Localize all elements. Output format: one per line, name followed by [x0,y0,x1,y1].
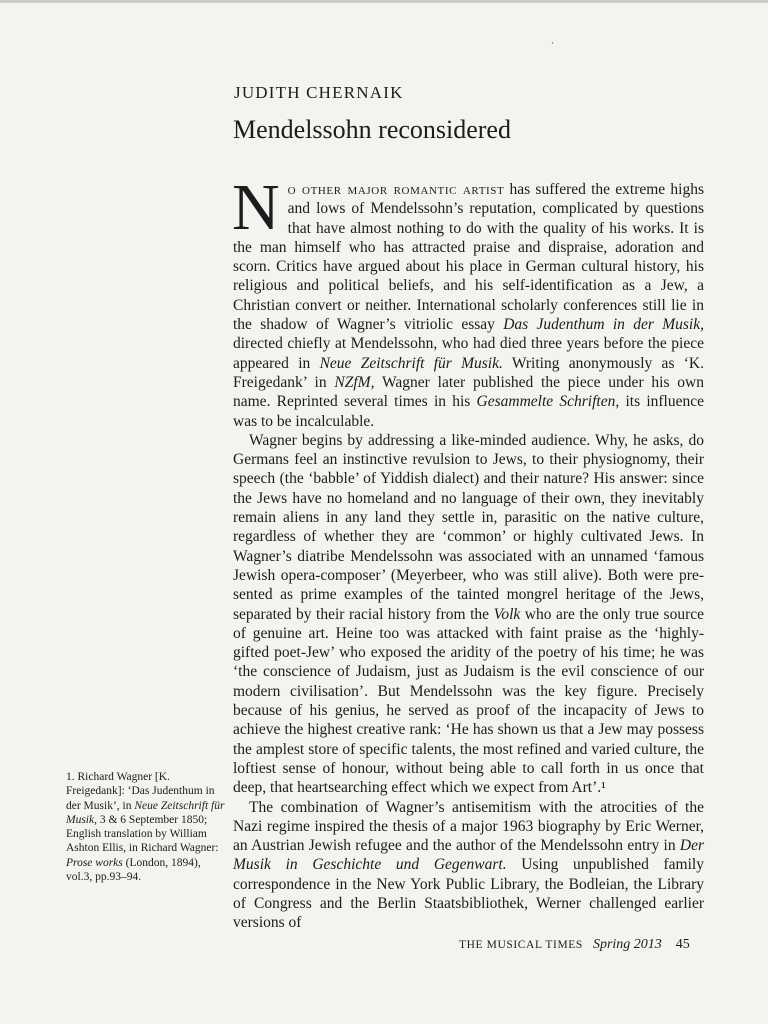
term-volk: Volk [493,605,521,623]
page-number: 45 [675,937,690,952]
issue-label: Spring 2013 [592,937,662,952]
paragraph-1-text: has suffered the extreme highs and lows of Mendelssohn’s reputation, complicated by questions that have almost nothing to do with the quality of his works. It is the man himself who has attracted praise and dispraise, adoration and scorn. Critics have argued about his place in German cultural history, his religious and political beliefs, and his self-identification as a Jew, a Christian convert or neither. International scholarly conferences still lie in the shadow of Wagner’s vitriolic essay [233,181,704,334]
footnote-italic: Neue Zeitschrift für Musik, [66,799,225,826]
drop-cap: N [232,171,280,244]
paragraph-2-text: who are the only true source of genuine art. Heine too was attacked with faint praise as the ‘highly-gifted poet-Jew’ who exposed the aridity of the poetry of his time; he was ‘the conscience of Judaism, just as Judaism is the evil conscience of our modern civilisation’. But Mendelssohn was the key figure. Precisely because of his genius, he served as proof of the incapacity of Jews to achieve the highest creative rank: ‘He has shown us that a Jew may possess the amplest store of specific talents, the most refined and varied culture, the loftiest sense of honour, without being able to call forth in us once that deep, that heartsearching effect which we expect from Art’.¹ [233,605,704,797]
title-das-judenthum: Das Judenthum in der Musik, [503,316,704,334]
top-edge-rule [0,0,768,3]
title-neue-zeitschrift: Neue Zeitschrift für Musik. [319,354,503,372]
journal-name: THE MUSICAL TIMES [459,939,583,951]
paragraph-3 [233,798,704,933]
article-title: Mendelssohn reconsidered [233,115,511,144]
print-speck: · [551,38,554,48]
paragraph-1 [232,171,705,431]
footnote-1 [66,770,226,884]
paragraph-1-text: Wagner later published the piece under his own name. Reprinted several times in his [233,373,705,411]
paragraph-1-text: directed chiefly at Mendelssohn, who had died three years before the piece appeared in [233,335,704,372]
title-gesammelte-schriften: Gesammelte Schriften, [476,393,620,411]
footnote-text: 1. Richard Wagner [K. Freigedank]: ‘Das Judenthum in der Musik’, in [66,771,215,812]
title-der-musik: Der Musik in Geschichte und Gegenwart. [233,837,704,874]
paragraph-2 [233,431,704,798]
paragraph-2-text: Wagner begins by addressing a like-minded audience. Why, he asks, do Germans feel an instinctive revulsion to Jews, to their physiognomy, their speech (the ‘babble’ of Yiddish dialect) and their nature? His answer: since the Jews have no homeland and no language of their own, they inevitably remain aliens in any land they settle in, parasitic on the native culture, regardless of whether they are ‘common’ or highly cultivated Jews. In Wagner’s diatribe Mendelssohn was associated with an unnamed ‘famous Jewish opera-composer’ (Meyerbeer, who was still alive). Both were presented as prime examples of the tainted mongrel heritage of the Jews, separated by their racial history from the [233,431,704,623]
article-author: JUDITH CHERNAIK [234,83,404,102]
article-body [232,171,705,933]
title-nzfm: NZfM, [334,373,375,391]
paragraph-1-text: its influence was to be incalculable. [233,393,704,430]
paragraph-3-text: Using unpublished family correspondence in the New York Public Library, the Bodleian, the Library of Congress and the Berlin Staatsbibliothek, Werner challenged earlier versions of [233,856,704,932]
paragraph-3-text: The combination of Wagner’s antisemitism with the atrocities of the Nazi regime inspired the thesis of a major 1963 biography by Eric Werner, an Austrian Jewish refugee and the author of the Mendelssohn entry in [233,798,704,855]
paragraph-1-text: Writing anonymously as ‘K. Freigedank’ in [233,354,704,391]
lead-in-smallcaps: o other major romantic artist [287,181,505,198]
footnote-text: (London, 1894), vol.3, pp.93–94. [66,856,201,884]
running-footer [459,937,690,953]
footnote-text: 3 & 6 September 1850; English translation by William Ashton Ellis, in Richard Wagner: [66,813,219,855]
footnote-italic: Prose works [66,856,123,869]
